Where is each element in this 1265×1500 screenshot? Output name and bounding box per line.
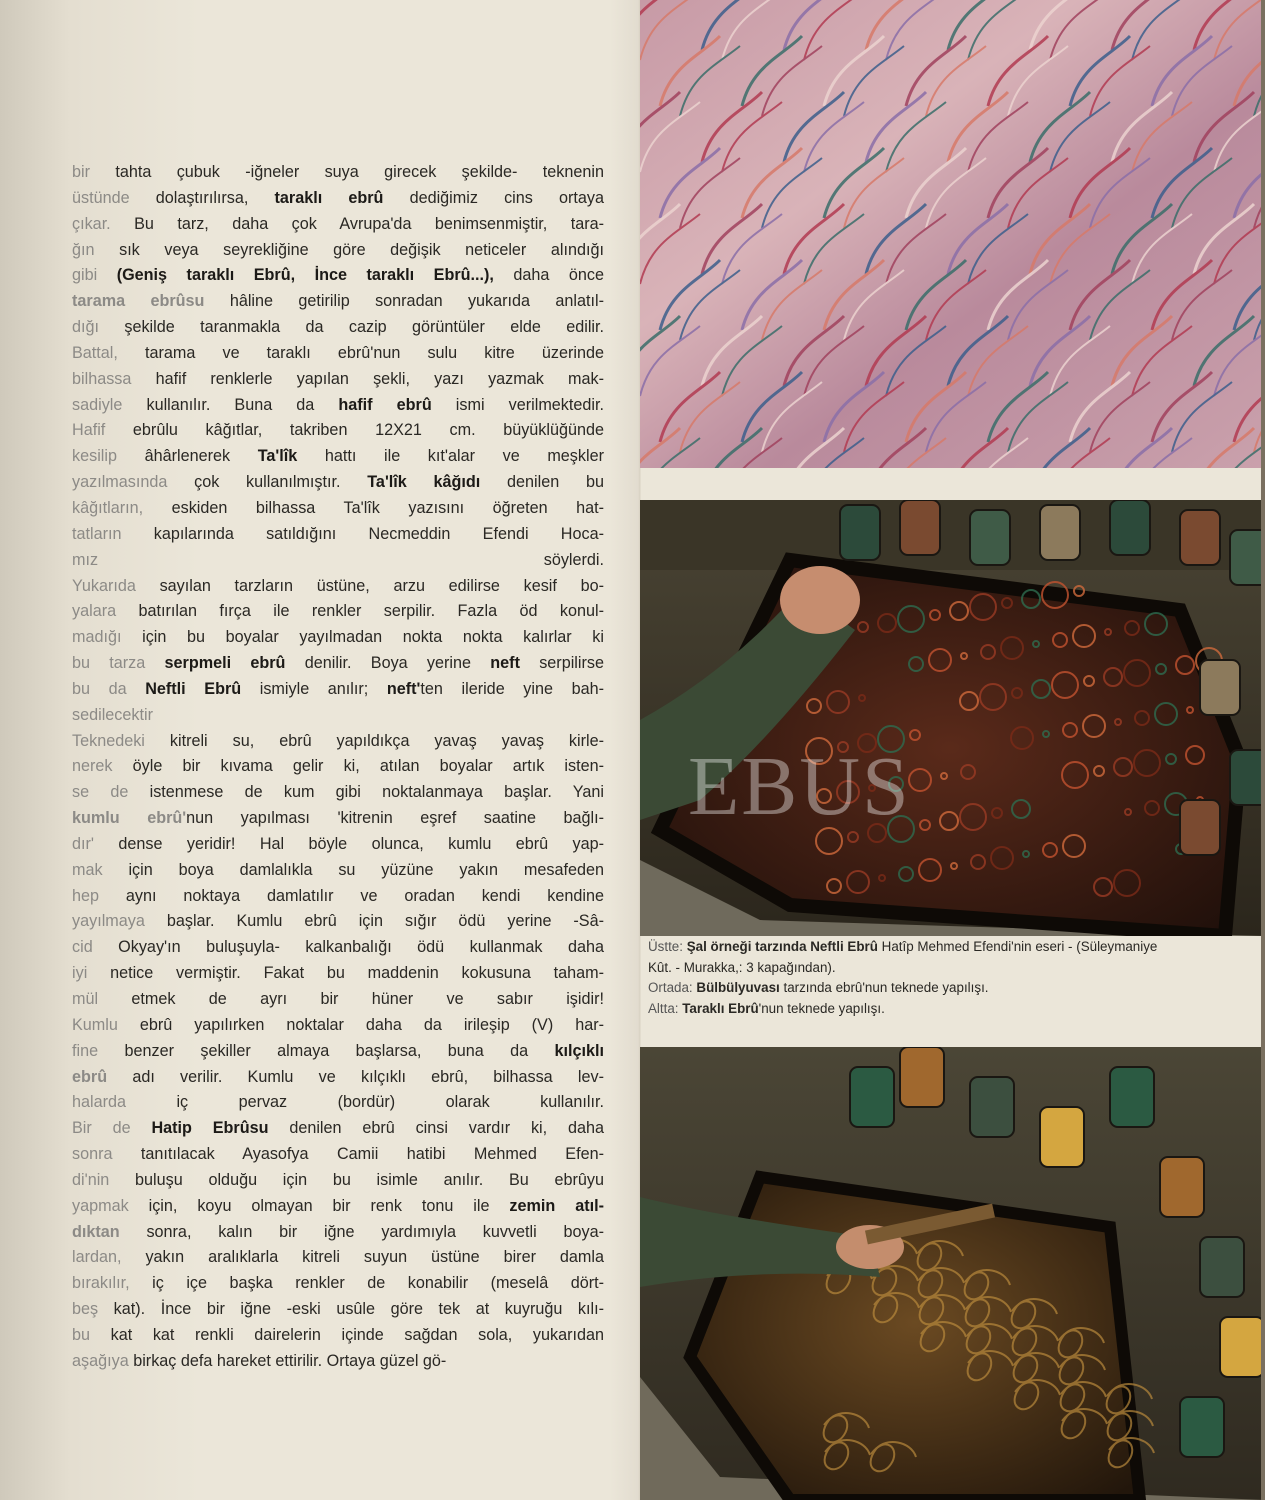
text-span: etmek de ayrı bir hüner ve sabır işidir! xyxy=(131,990,604,1008)
bold-term: Neftli Ebrû xyxy=(145,679,242,698)
text-span: sayılan tarzların üstüne, arzu edilirse kesif bo- xyxy=(159,576,604,595)
caption-mid-rest: tarzında ebrû'nun teknede yapılışı. xyxy=(779,980,989,995)
text-span: madığı xyxy=(72,628,143,647)
caption-mid-line xyxy=(648,978,1168,999)
body-line xyxy=(72,522,604,548)
text-span: dediğimiz cins ortaya xyxy=(383,188,604,207)
text-span: ten ileride yine bah- xyxy=(420,679,604,698)
text-span: denilir. Boya yerine xyxy=(285,654,491,673)
text-span: se de xyxy=(72,783,150,802)
text-span: beş xyxy=(72,1300,114,1319)
text-span: netice vermiştir. Fakat bu maddenin kokusuna taham- xyxy=(110,964,604,983)
body-line xyxy=(72,1168,604,1194)
text-span: yazılmasında xyxy=(72,473,195,492)
text-span: çıkar. xyxy=(72,214,135,233)
paint-jar xyxy=(840,505,880,560)
text-span: hâline getirilip sonradan yukarıda anlatıl- xyxy=(204,292,604,311)
body-line xyxy=(72,625,604,651)
body-line xyxy=(72,160,604,186)
text-span: tanıtılacak Ayasofya Camii hatibi Mehmed Efen- xyxy=(140,1145,604,1164)
body-line xyxy=(72,444,604,470)
paint-jar xyxy=(1110,1067,1154,1127)
body-line xyxy=(72,263,604,289)
body-line xyxy=(72,418,604,444)
paint-jar xyxy=(1180,800,1220,855)
text-span: başlar. Kumlu ebrû için sığır ödü yerine -Sâ- xyxy=(166,912,605,931)
body-line xyxy=(72,1194,604,1220)
text-span: denilen bu xyxy=(480,473,605,492)
body-line xyxy=(72,289,604,315)
body-line xyxy=(72,832,604,858)
body-line xyxy=(72,1220,604,1246)
body-line xyxy=(72,858,604,884)
body-line xyxy=(72,470,604,496)
bold-term: Ta'lîk kâğıdı xyxy=(367,473,481,492)
body-line xyxy=(72,806,604,832)
text-span: bu da xyxy=(72,679,146,698)
text-span: Kumlu xyxy=(72,1015,140,1034)
paint-jar xyxy=(1220,1317,1264,1377)
text-span: ebrû yapılırken noktalar daha da irileşip (V) har- xyxy=(139,1015,604,1034)
watermark: EBUS xyxy=(688,740,911,833)
body-line xyxy=(72,1116,604,1142)
bold-term: dıktan xyxy=(72,1222,120,1241)
body-line xyxy=(72,703,604,729)
body-line xyxy=(72,367,604,393)
body-line xyxy=(72,238,604,264)
body-line xyxy=(72,212,604,238)
paint-jar xyxy=(1180,1397,1224,1457)
text-span: Hafif xyxy=(72,421,133,440)
caption-mid-bold: Bülbülyuvası xyxy=(696,980,780,995)
text-span: söylerdi. xyxy=(543,550,604,569)
text-span: batırılan fırça ile renkler serpilir. Fazla öd konul- xyxy=(138,602,604,621)
text-span: bilhassa xyxy=(72,369,156,388)
body-line xyxy=(72,754,604,780)
caption-top-bold: Şal örneği tarzında Neftli Ebrû xyxy=(686,939,878,954)
bold-term: Hatip Ebrûsu xyxy=(151,1119,269,1138)
text-span: iyi xyxy=(72,964,111,983)
bold-term: serpmeli ebrû xyxy=(164,654,286,673)
text-span: lardan, xyxy=(72,1248,146,1267)
page-edge xyxy=(1261,0,1265,1500)
text-span: dense yeridir! Hal böyle olunca, kumlu ebrû yap- xyxy=(118,834,604,853)
combed-marbling-tray-image xyxy=(640,1047,1265,1500)
text-span: bırakılır, xyxy=(72,1274,153,1293)
text-span: serpilirse xyxy=(519,654,604,673)
text-span: iç içe başka renkler de konabilir (meselâ dört- xyxy=(152,1274,605,1293)
bold-term: tarama ebrûsu xyxy=(72,292,205,311)
body-line xyxy=(72,1349,604,1375)
paint-jar xyxy=(1230,530,1265,585)
body-line xyxy=(72,1245,604,1271)
text-span: Bir de xyxy=(72,1119,152,1138)
caption-bot-rest: 'nun teknede yapılışı. xyxy=(758,1000,885,1016)
body-line xyxy=(72,651,604,677)
text-span: Teknedeki xyxy=(72,731,170,750)
text-span: aynı noktaya damlatılır ve oradan kendi kendine xyxy=(125,886,604,905)
paint-jar xyxy=(1230,750,1265,805)
body-line xyxy=(72,909,604,935)
bold-term: ebrû xyxy=(72,1067,108,1086)
text-span: sadiyle xyxy=(72,395,147,414)
text-span: birkaç defa hareket ettirilir. Ortaya güzel gö- xyxy=(133,1351,447,1370)
caption-top-rest: Hatîp Mehmed Efendi'nin eseri - (Süleymaniye Kût. - Murakka,: 3 kapağından). xyxy=(648,939,1158,975)
bold-term: zemin atıl- xyxy=(509,1196,604,1215)
caption-bot-label: Altta: xyxy=(648,1000,679,1016)
paint-jar xyxy=(1160,1157,1204,1217)
body-line xyxy=(72,1271,604,1297)
body-line xyxy=(72,935,604,961)
text-span: ğın xyxy=(72,240,120,259)
text-span: kapılarında satıldığını Necmeddin Efendi Hoca- xyxy=(153,524,604,543)
text-span: Okyay'ın buluşuyla- kalkanbalığı ödü kullanmak daha xyxy=(118,938,604,957)
text-span: hattı ile kıt'alar ve meşkler xyxy=(297,447,604,466)
body-line xyxy=(72,1039,604,1065)
text-span: yayılmaya xyxy=(72,912,167,931)
paint-jar xyxy=(1040,1107,1084,1167)
body-line xyxy=(72,393,604,419)
text-span: dır' xyxy=(72,834,119,853)
text-span: benzer şekiller almaya başlarsa, buna da xyxy=(124,1041,555,1060)
body-line xyxy=(72,574,604,600)
text-span: Battal, xyxy=(72,343,145,362)
caption-top-line xyxy=(648,937,1168,978)
text-span: için boya damlalıkla su yüzüne yakın mesafeden xyxy=(128,860,604,879)
photo-caption xyxy=(648,937,1168,1019)
text-span: Yukarıda xyxy=(72,576,160,595)
text-span: öyle bir kıvama gelir ki, atılan boyalar artık isten- xyxy=(132,757,604,776)
body-line xyxy=(72,677,604,703)
text-span: üstünde xyxy=(72,188,156,207)
text-span: mül xyxy=(72,990,132,1008)
paint-jar xyxy=(1200,1237,1244,1297)
bold-term: taraklı ebrû xyxy=(274,188,384,207)
paint-jar xyxy=(1110,500,1150,555)
body-line xyxy=(72,1323,604,1349)
text-span: dolaştırılırsa, xyxy=(155,188,275,207)
text-span: dığı xyxy=(72,318,125,337)
bold-term: neft' xyxy=(386,679,421,698)
marbled-paper-photo xyxy=(640,0,1265,468)
body-line xyxy=(72,341,604,367)
bold-term: (Geniş taraklı Ebrû, İnce taraklı Ebrû...), xyxy=(116,266,494,285)
combed-marbling-tray-photo xyxy=(640,1047,1265,1500)
text-span: bu xyxy=(72,1325,111,1344)
text-span: yakın aralıklarla kitreli suyun üstüne birer damla xyxy=(145,1248,604,1267)
text-span: aşağıya xyxy=(72,1351,134,1370)
text-span: gibi xyxy=(72,266,117,285)
body-line xyxy=(72,186,604,212)
text-span: kullanılır. Buna da xyxy=(146,395,339,414)
bold-term: kumlu ebrû' xyxy=(72,809,187,828)
text-span: tarama ve taraklı ebrû'nun sulu kitre üzerinde xyxy=(145,343,604,362)
text-span: sedilecektir xyxy=(72,705,153,724)
caption-bot-bold: Taraklı Ebrû xyxy=(682,1000,759,1016)
paint-jar xyxy=(1040,505,1080,560)
text-span: tatların xyxy=(72,524,154,543)
text-span: sık veya seyrekliğine göre değişik neticeler alındığı xyxy=(119,240,604,259)
paint-jar xyxy=(850,1067,894,1127)
text-span: eskiden bilhassa Ta'lîk yazısını öğreten hat- xyxy=(171,498,604,517)
body-line xyxy=(72,315,604,341)
text-span: çok kullanılmıştır. xyxy=(194,473,368,492)
caption-bot-line xyxy=(648,999,1168,1020)
text-span: sonra xyxy=(72,1145,141,1164)
text-span: için, koyu olmayan bir renk tonu ile xyxy=(148,1196,510,1215)
text-span: fine xyxy=(72,1041,125,1060)
text-span: yalara xyxy=(72,602,139,621)
body-line xyxy=(72,1013,604,1039)
text-span: mak xyxy=(72,860,129,879)
marbling-tray-photo xyxy=(640,500,1265,936)
body-line xyxy=(72,884,604,910)
paint-jar xyxy=(900,500,940,555)
text-span: daha önce xyxy=(493,266,604,285)
caption-top-label: Üstte: xyxy=(648,939,683,954)
text-span: mız xyxy=(72,550,544,569)
body-line xyxy=(72,599,604,625)
text-span: hafif renklerle yapılan şekli, yazı yazmak mak- xyxy=(155,369,605,388)
text-span: bu tarza xyxy=(72,654,165,673)
text-span: nerek xyxy=(72,757,133,776)
text-span: Bu tarz, daha çok Avrupa'da benimsenmiştir, tara- xyxy=(134,214,605,233)
paint-jar xyxy=(900,1047,944,1107)
bold-term: Ta'lîk xyxy=(257,447,298,466)
paint-jar xyxy=(970,510,1010,565)
body-line xyxy=(72,987,604,1013)
bold-term: kılçıklı xyxy=(554,1041,604,1060)
body-line xyxy=(72,548,604,574)
body-line xyxy=(72,729,604,755)
text-span: âhârlenerek xyxy=(144,447,258,466)
text-span: adı verilir. Kumlu ve kılçıklı ebrû, bilhassa lev- xyxy=(107,1067,604,1086)
bold-term: hafif ebrû xyxy=(338,395,432,414)
text-span: di'nin xyxy=(72,1170,136,1189)
paint-jar xyxy=(1200,660,1240,715)
text-span: iç pervaz (bordür) olarak kullanılır. xyxy=(176,1093,604,1112)
caption-mid-label: Ortada: xyxy=(648,980,693,995)
body-line xyxy=(72,780,604,806)
text-span: sonra, kalın bir iğne yardımıyla kuvvetli boya- xyxy=(119,1222,604,1241)
marbled-paper-image xyxy=(640,0,1265,468)
text-span: buluşu olduğu için bu isimle anılır. Bu ebrûyu xyxy=(135,1170,605,1189)
body-line xyxy=(72,496,604,522)
marbling-tray-image xyxy=(640,500,1265,936)
paint-jar xyxy=(970,1077,1014,1137)
text-span: tahta çubuk -iğneler suya girecek şekilde- teknenin xyxy=(115,163,604,181)
text-span: hep xyxy=(72,886,126,905)
text-span: kitreli su, ebrû yapıldıkça yavaş yavaş kirle- xyxy=(169,731,605,750)
body-line xyxy=(72,1142,604,1168)
text-span: denilen ebrû cinsi vardır ki, daha xyxy=(268,1119,604,1138)
text-span: bir xyxy=(72,163,116,181)
text-span: yapmak xyxy=(72,1196,149,1215)
paint-jar xyxy=(1180,510,1220,565)
text-span: kesilip xyxy=(72,447,145,466)
text-span: nun yapılması 'kitrenin eşref saatine bağlı- xyxy=(186,809,604,828)
text-span: cid xyxy=(72,938,119,957)
text-span: ismiyle anılır; xyxy=(241,679,387,698)
text-span: ismi verilmektedir. xyxy=(431,395,604,414)
text-span: kat kat renkli dairelerin içinde sağdan sola, yukarıdan xyxy=(110,1325,604,1344)
body-line xyxy=(72,1090,604,1116)
text-span: kat). İnce bir iğne -eski usûle göre tek at kuyruğu kılı- xyxy=(113,1300,604,1319)
text-span: ebrûlu kâğıtlar, takriben 12X21 cm. büyüklüğünde xyxy=(132,421,604,440)
body-line xyxy=(72,1065,604,1091)
text-span: halarda xyxy=(72,1093,177,1112)
body-text-column xyxy=(72,160,604,1375)
bold-term: neft xyxy=(490,654,520,673)
text-span: kâğıtların, xyxy=(72,498,172,517)
text-span: için bu boyalar yayılmadan nokta nokta kalırlar ki xyxy=(142,628,604,647)
text-span: istenmese de kum gibi noktalanmaya başlar. Yani xyxy=(149,783,604,802)
text-span: şekilde taranmakla da cazip görüntüler elde edilir. xyxy=(124,318,605,337)
body-line xyxy=(72,961,604,987)
body-line xyxy=(72,1297,604,1323)
